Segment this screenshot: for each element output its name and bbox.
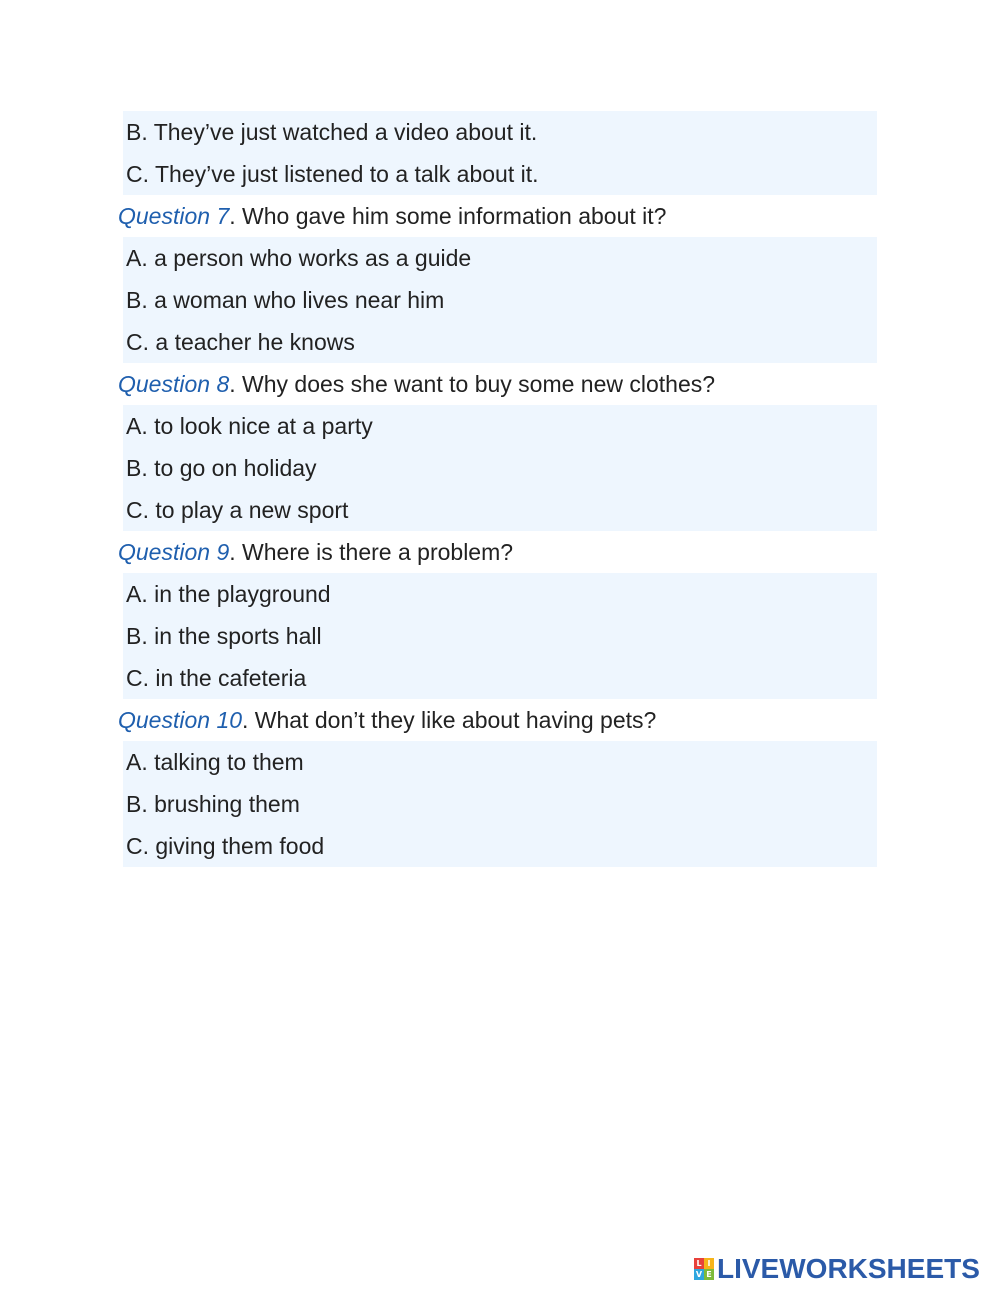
option-8c: C. to play a new sport <box>126 497 349 523</box>
question-7-label: Question 7 <box>118 203 230 229</box>
options-block-10 <box>123 741 877 867</box>
question-7-text: . Who gave him some information about it? <box>229 203 667 229</box>
option-6c: C. They’ve just listened to a talk about it. <box>126 161 539 187</box>
option-9b: B. in the sports hall <box>126 623 322 649</box>
logo-mark-e: E <box>704 1269 714 1280</box>
option-10a: A. talking to them <box>126 749 304 775</box>
options-block-8 <box>123 405 877 531</box>
option-7b: B. a woman who lives near him <box>126 287 445 313</box>
options-block-7 <box>123 237 877 363</box>
logo-mark-l: L <box>694 1258 704 1269</box>
option-8a: A. to look nice at a party <box>126 413 373 439</box>
option-7c: C. a teacher he knows <box>126 329 355 355</box>
option-6b: B. They’ve just watched a video about it. <box>126 119 538 145</box>
option-7a: A. a person who works as a guide <box>126 245 472 271</box>
question-10-text: . What don’t they like about having pets? <box>242 707 657 733</box>
question-7 <box>118 195 878 237</box>
logo-mark-v: V <box>695 1270 703 1279</box>
question-9-label: Question 9 <box>118 539 230 565</box>
options-block-9 <box>123 573 877 699</box>
option-10b: B. brushing them <box>126 791 300 817</box>
options-block-6 <box>123 111 877 195</box>
option-9a: A. in the playground <box>126 581 331 607</box>
question-8-label: Question 8 <box>118 371 230 397</box>
worksheet-content <box>118 111 878 867</box>
question-9 <box>118 531 878 573</box>
liveworksheets-logo[interactable] <box>694 1254 980 1284</box>
logo-mark-i: I <box>704 1258 714 1269</box>
question-8-text: . Why does she want to buy some new clothes? <box>229 371 716 397</box>
question-10-label: Question 10 <box>118 707 243 733</box>
question-9-text: . Where is there a problem? <box>229 539 514 565</box>
question-8 <box>118 363 878 405</box>
liveworksheets-logo-icon <box>694 1258 714 1280</box>
option-8b: B. to go on holiday <box>126 455 317 481</box>
option-9c: C. in the cafeteria <box>126 665 307 691</box>
question-10 <box>118 699 878 741</box>
logo-text: LIVEWORKSHEETS <box>717 1253 980 1284</box>
option-10c: C. giving them food <box>126 833 325 859</box>
